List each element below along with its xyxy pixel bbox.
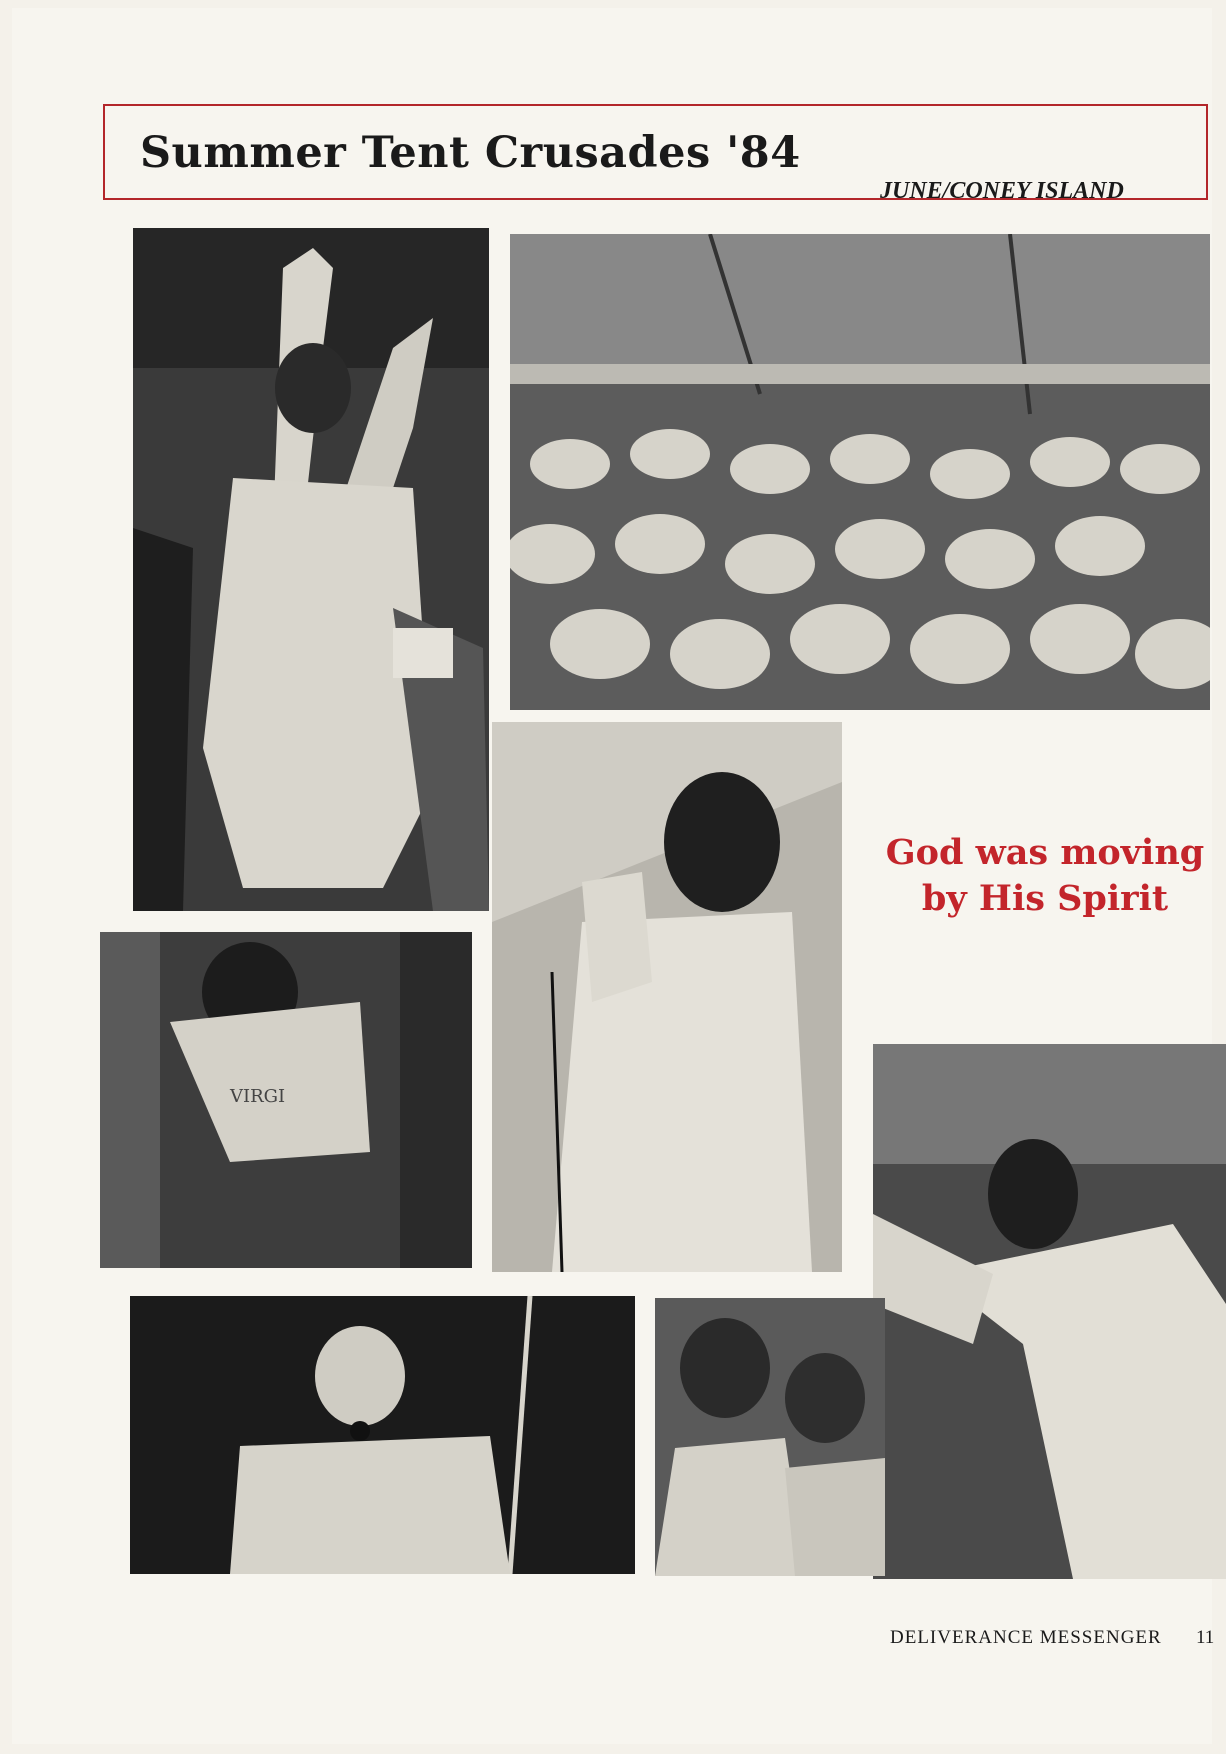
feature-headline <box>870 830 1220 922</box>
shirt-print-text: VIRGI <box>230 1086 286 1107</box>
minister-laying-hands-photo <box>873 1044 1226 1579</box>
congregation-closeup-photo <box>655 1298 885 1576</box>
tent-congregation-photo <box>510 234 1210 710</box>
preacher-with-microphone-photo <box>492 722 842 1272</box>
woman-singing-photo <box>130 1296 635 1574</box>
page-number: 11 <box>1196 1627 1215 1648</box>
headline-line-2: by His Spirit <box>921 878 1169 919</box>
headline-line-1: God was moving <box>885 832 1205 873</box>
worshipper-shirt-photo <box>100 932 472 1268</box>
worshipper-raised-arms-photo <box>133 228 489 911</box>
page-subtitle: JUNE/CONEY ISLAND <box>880 178 1124 204</box>
page-title: Summer Tent Crusades '84 <box>140 128 801 178</box>
publication-name: DELIVERANCE MESSENGER <box>890 1627 1162 1648</box>
